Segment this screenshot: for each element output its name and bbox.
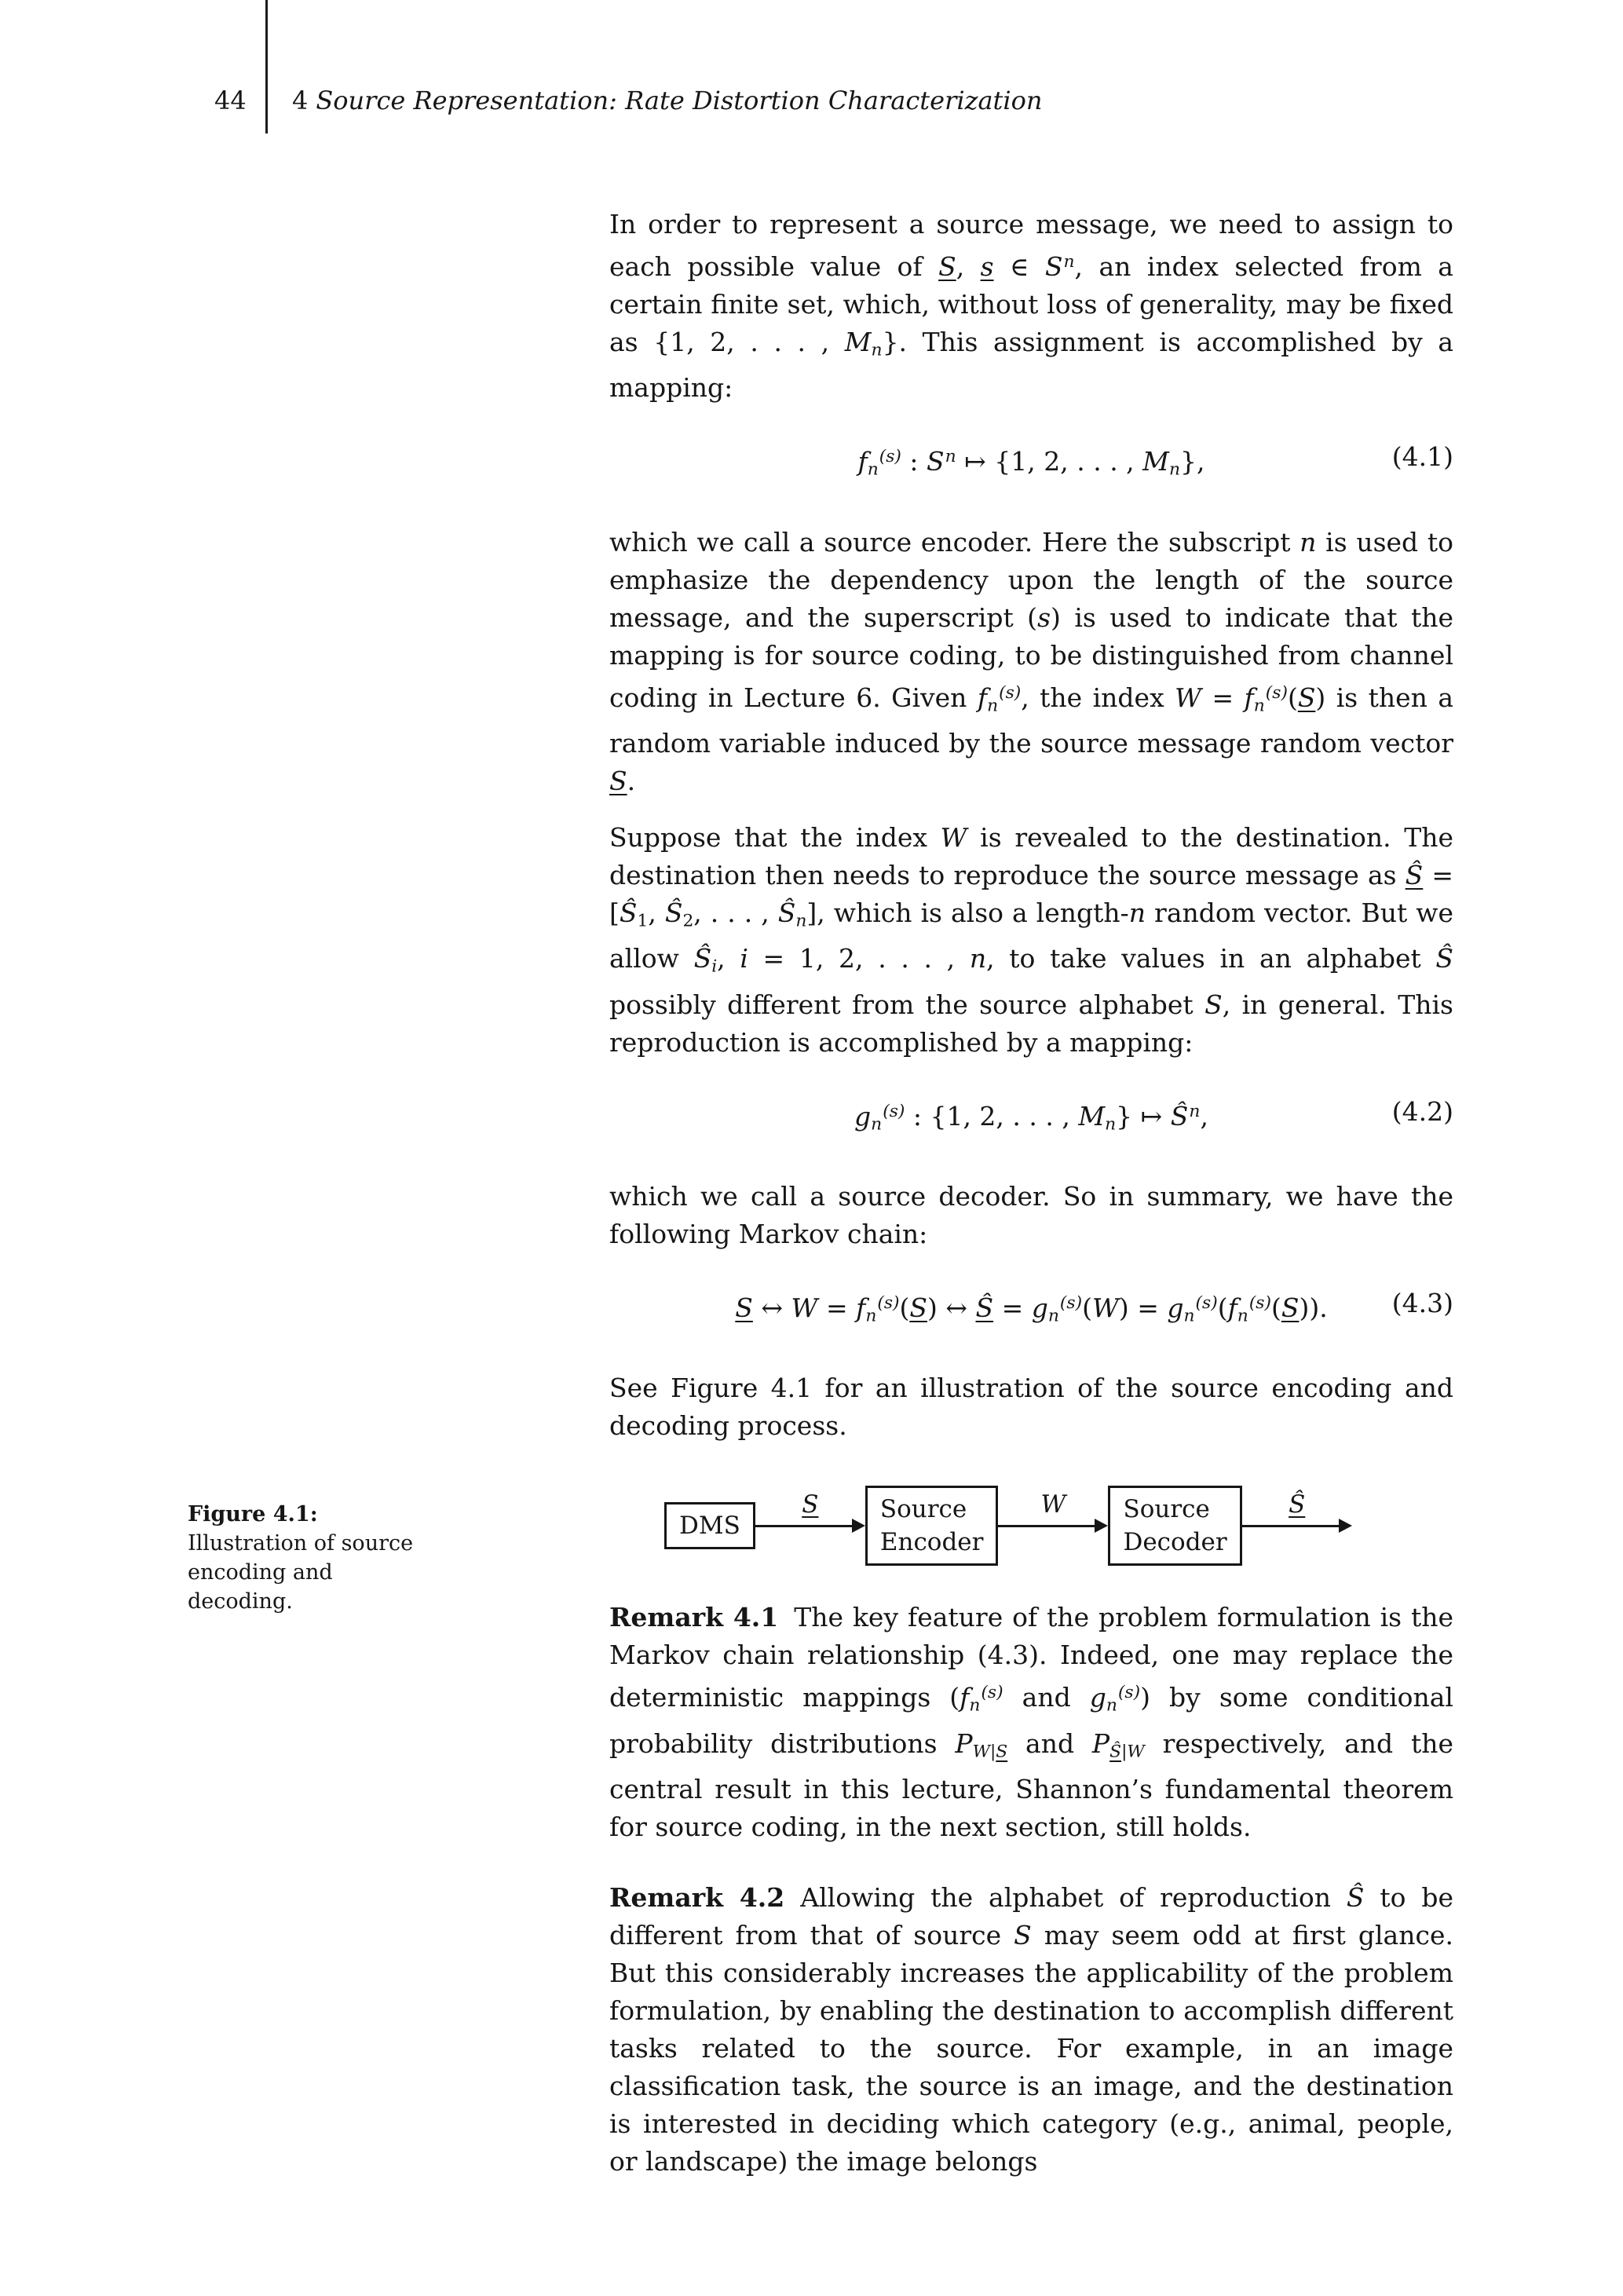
- arrow-line: [998, 1525, 1098, 1527]
- dms-box: [664, 1502, 755, 1549]
- chapter-heading: [292, 86, 1043, 115]
- paragraph-1: In order to represent a source message, we need to assign to each possible value of S, s ∈ $S^n$, an index selected from a certain finite set, which, without loss of generality, may be fixed as {1, 2, . . . , Mn}. This assignment is accomplished by a mapping:: [609, 209, 1454, 404]
- equation-number: (4.2): [1391, 1095, 1453, 1127]
- source-decoder-label-line2: Decoder: [1123, 1528, 1227, 1557]
- equation-number: (4.3): [1391, 1288, 1453, 1319]
- remark-label: Remark 4.2: [609, 1882, 785, 1914]
- equation-number: (4.1): [1391, 441, 1453, 473]
- figure-caption-label: Figure 4.1:: [188, 1502, 318, 1527]
- figure-diagram: [664, 1486, 1453, 1566]
- arrow-index-w: [998, 1486, 1108, 1565]
- figure-caption-text: Illustration of source encoding and decoding.: [188, 1531, 414, 1614]
- arrow-label-s: S: [802, 1490, 819, 1519]
- arrow-reproduction: [1242, 1486, 1352, 1565]
- paragraph-2: which we call a source encoder. Here the subscript n is used to emphasize the dependency upon the length of the source message, and the superscript (s) is used to indicate that the mapping is for source coding, to be distinguished from channel coding in Lecture 6. Given $fn^{(s)}$, the index $W = fn^{(s)}(S)$ is then a random variable induced by the source message random vector S.: [609, 526, 1453, 796]
- chapter-number: 4: [292, 86, 309, 115]
- paragraph-4: which we call a source decoder. So in summary, we have the following Markov chain:: [609, 1181, 1453, 1250]
- dms-box-label: DMS: [679, 1512, 740, 1541]
- arrow-line: [755, 1525, 855, 1527]
- source-encoder-box: [865, 1486, 999, 1566]
- arrow-source-message: [755, 1486, 865, 1565]
- equation-4-3: [609, 1285, 1453, 1335]
- equation-4-2: [609, 1093, 1453, 1143]
- figure-4-1: [188, 1486, 1453, 1614]
- arrow-line: [1242, 1525, 1342, 1527]
- equation-body: S ↔ $W = fn^{(s)}(S)$ ↔ Ŝ = $gn^{(s)}(W) = gn^{(s)}(fn^{(s)}(S))$.: [735, 1292, 1328, 1326]
- source-encoder-label-line2: Encoder: [879, 1528, 984, 1557]
- source-decoder-label-line1: Source: [1123, 1495, 1210, 1524]
- equation-body: $gn^{(s)}$ : {1, 2, . . . , Mn} ↦ $Ŝ^n$,: [854, 1100, 1208, 1135]
- equation-body: $fn^{(s)}$ : $S^n$ ↦ {1, 2, . . . , Mn},: [857, 446, 1205, 480]
- source-encoder-label-line1: Source: [879, 1495, 967, 1524]
- equation-4-1: [609, 438, 1453, 488]
- figure-caption: [188, 1500, 435, 1616]
- remark-label: Remark 4.1: [609, 1602, 779, 1633]
- remark-body: The key feature of the problem formulation is the Markov chain relationship (4.3). Indeed, one may replace the deterministic mappings ($fn^{(s)}$ and $gn^{(s)}$) by some conditional probability distributions PW|S and PŜ|W respectively, and the central result in this lecture, Shannon’s fundamental theorem for source coding, in the next section, still holds.: [609, 1602, 1453, 1843]
- page-number: 44: [214, 86, 247, 115]
- chapter-title: Source Representation: Rate Distortion Characterization: [316, 86, 1043, 115]
- remark-4-2: [609, 1879, 1453, 2181]
- source-decoder-box: [1108, 1486, 1241, 1566]
- remark-4-1: [609, 1599, 1453, 1846]
- arrow-label-s-hat: Ŝ: [1289, 1490, 1306, 1519]
- arrow-label-w: W: [1040, 1490, 1066, 1519]
- remark-body: Allowing the alphabet of reproduction Ŝ to be different from that of source S may seem odd at first glance. But this considerably increases the applicability of the problem formulation, by enabling the destination to accomplish different tasks related to the source. For example, in an image classification task, the source is an image, and the destination is interested in deciding which category (e.g., animal, people, or landscape) the image belongs: [609, 1882, 1453, 2177]
- paragraph-5: See Figure 4.1 for an illustration of the source encoding and decoding process.: [609, 1373, 1453, 1442]
- paragraph-3: Suppose that the index W is revealed to the destination. The destination then needs to reproduce the source message as Ŝ = [Ŝ1, Ŝ2, . . . , Ŝn], which is also a length-n random vector. But we allow Ŝi, i = 1, 2, . . . , n, to take values in an alphabet Ŝ possibly different from the source alphabet S, in general. This reproduction is accomplished by a mapping:: [609, 821, 1454, 1058]
- main-text-column: [188, 206, 1454, 2199]
- running-header: [214, 85, 1043, 116]
